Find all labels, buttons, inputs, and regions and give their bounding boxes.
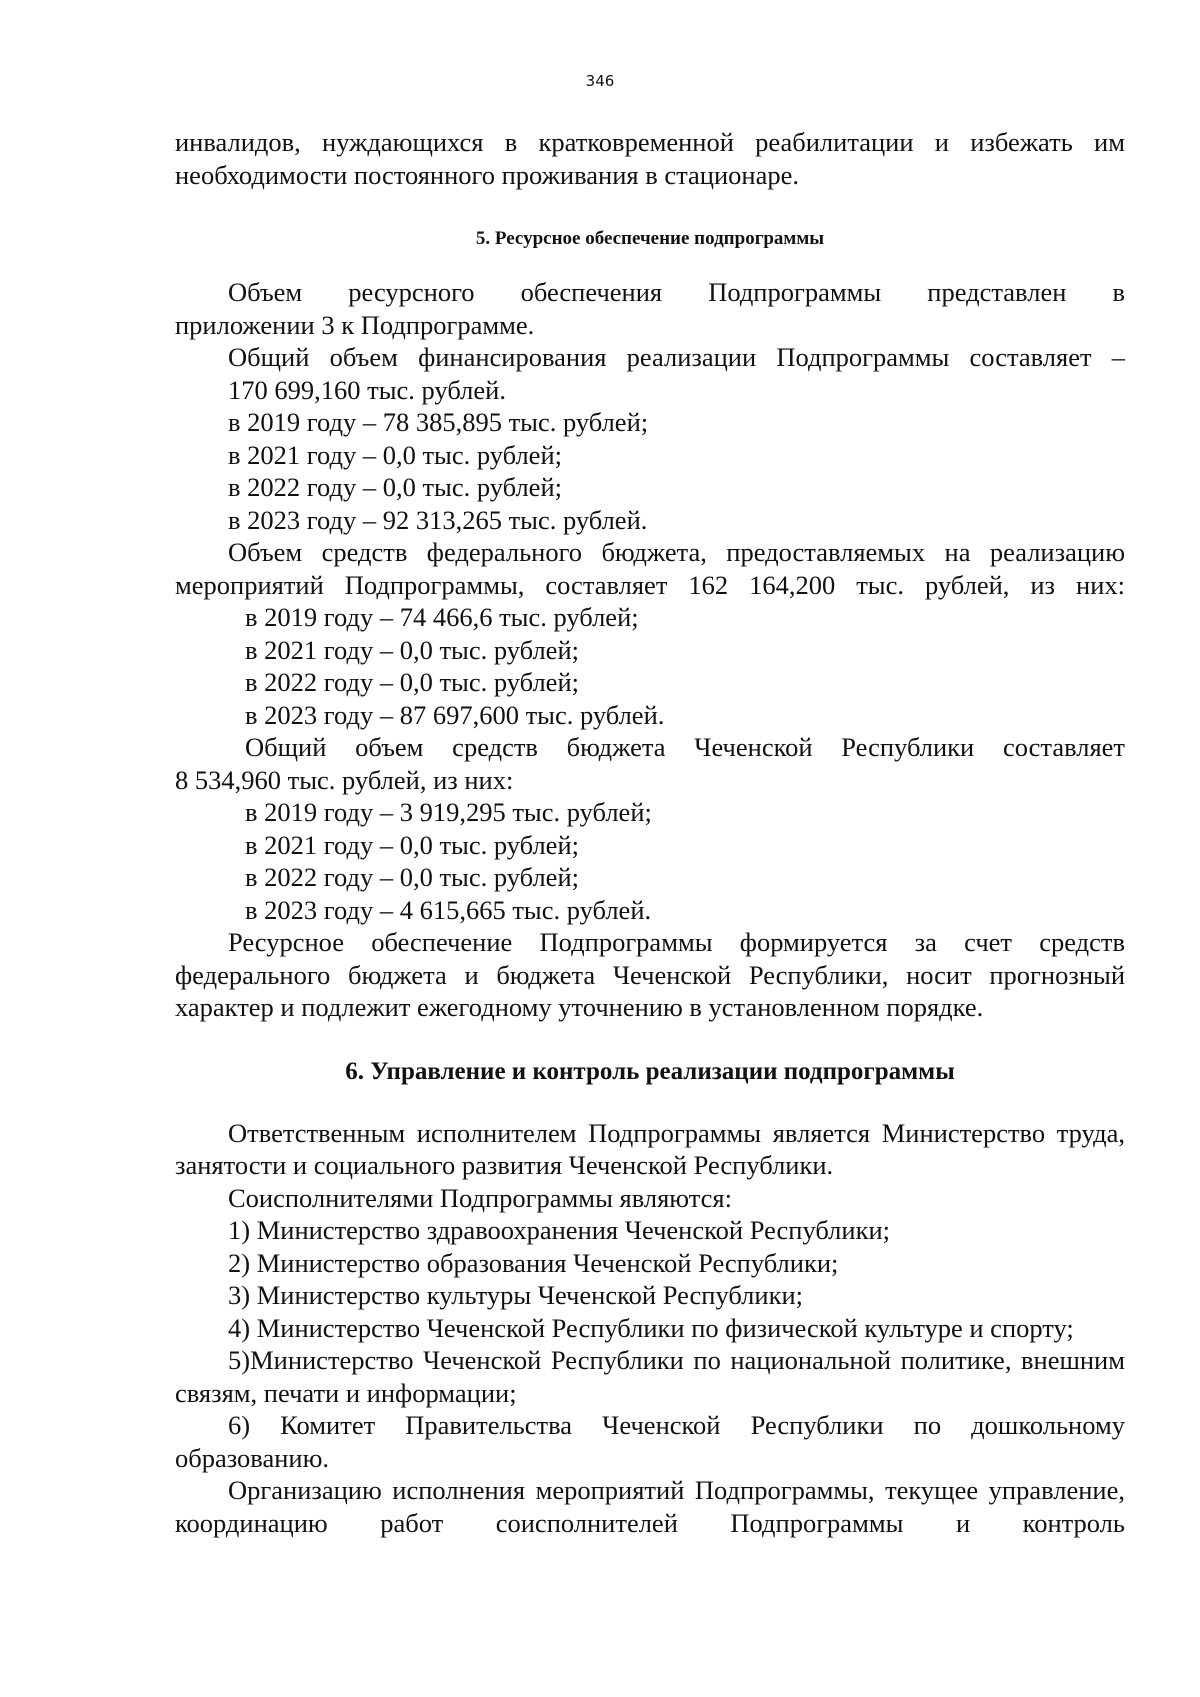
s6-coexecutor-4: 4) Министерство Чеченской Республики по физической культуре и спорту; xyxy=(228,1312,1074,1343)
s5-total-year-2022: в 2022 году – 0,0 тыс. рублей; xyxy=(228,472,562,502)
s6-coexecutor-6: 6) Комитет Правительства Чеченской Республики по дошкольному образованию. xyxy=(175,1410,1125,1473)
s6-responsible-paragraph: Ответственным исполнителем Подпрограммы является Министерство труда, занятости и социального развития Чеченской Республики. xyxy=(175,1117,1125,1180)
intro-line-2: необходимости постоянного проживания в стационаре. xyxy=(175,159,799,190)
section-5-heading: 5. Ресурсное обеспечение подпрограммы xyxy=(475,228,825,249)
document-body xyxy=(175,126,1125,1539)
s5-total-line-2: 170 699,160 тыс. рублей. xyxy=(228,374,506,405)
s5-regional-year-2022: в 2022 году – 0,0 тыс. рублей; xyxy=(245,862,579,892)
intro-line-1: инвалидов, нуждающихся в кратковременной реабилитации и избежать им xyxy=(175,127,1125,157)
s5-total-year-2021: в 2021 году – 0,0 тыс. рублей; xyxy=(228,439,562,470)
s5-regional-year-2021: в 2021 году – 0,0 тыс. рублей; xyxy=(245,829,579,860)
s5-federal-year-2023: в 2023 году – 87 697,600 тыс. рублей. xyxy=(245,699,665,730)
s5-paragraph-1-line-2: приложении 3 к Подпрограмме. xyxy=(175,309,535,340)
s5-federal-line-1: Объем средств федерального бюджета, предоставляемых на реализацию xyxy=(228,537,1125,567)
section-6-heading: 6. Управление и контроль реализации подпрограммы xyxy=(345,1057,955,1085)
s6-coexecutors-intro: Соисполнителями Подпрограммы являются: xyxy=(228,1182,732,1213)
s5-closing-paragraph: Ресурсное обеспечение Подпрограммы формируется за счет средств федерального бюджета и бюджета Чеченской Республики, носит прогнозный характер и подлежит ежегодному уточнению в установленном порядке. xyxy=(175,927,1125,1022)
s5-federal-line-2: мероприятий Подпрограммы, составляет 162 164,200 тыс. рублей, из них: xyxy=(175,569,1125,600)
page-number: 346 xyxy=(585,72,615,90)
s5-regional-year-2023: в 2023 году – 4 615,665 тыс. рублей. xyxy=(245,894,652,925)
s6-coexecutor-2: 2) Министерство образования Чеченской Республики; xyxy=(228,1247,839,1278)
s6-organization-paragraph: Организацию исполнения мероприятий Подпрограммы, текущее управление, координацию работ соисполнителей Подпрограммы и контроль xyxy=(175,1475,1125,1538)
s6-coexecutor-5: 5)Министерство Чеченской Республики по национальной политике, внешним связям, печати и информации; xyxy=(175,1345,1125,1408)
s5-paragraph-1-line-1: Объем ресурсного обеспечения Подпрограммы представлен в xyxy=(228,277,1125,307)
s5-total-year-2019: в 2019 году – 78 385,895 тыс. рублей; xyxy=(228,407,649,437)
s5-federal-year-2019: в 2019 году – 74 466,6 тыс. рублей; xyxy=(245,602,639,632)
s5-total-year-2023: в 2023 году – 92 313,265 тыс. рублей. xyxy=(228,504,648,535)
s5-regional-year-2019: в 2019 году – 3 919,295 тыс. рублей; xyxy=(245,797,652,827)
s5-regional-line-1: Общий объем средств бюджета Чеченской Республики составляет xyxy=(245,732,1125,762)
s5-total-line-1: Общий объем финансирования реализации Подпрограммы составляет – xyxy=(228,342,1125,372)
s5-regional-line-2: 8 534,960 тыс. рублей, из них: xyxy=(175,764,514,795)
s5-federal-year-2022: в 2022 году – 0,0 тыс. рублей; xyxy=(245,667,579,697)
s6-coexecutor-1: 1) Министерство здравоохранения Чеченской Республики; xyxy=(228,1215,890,1245)
s6-coexecutor-3: 3) Министерство культуры Чеченской Республики; xyxy=(228,1280,804,1310)
s5-federal-year-2021: в 2021 году – 0,0 тыс. рублей; xyxy=(245,634,579,665)
